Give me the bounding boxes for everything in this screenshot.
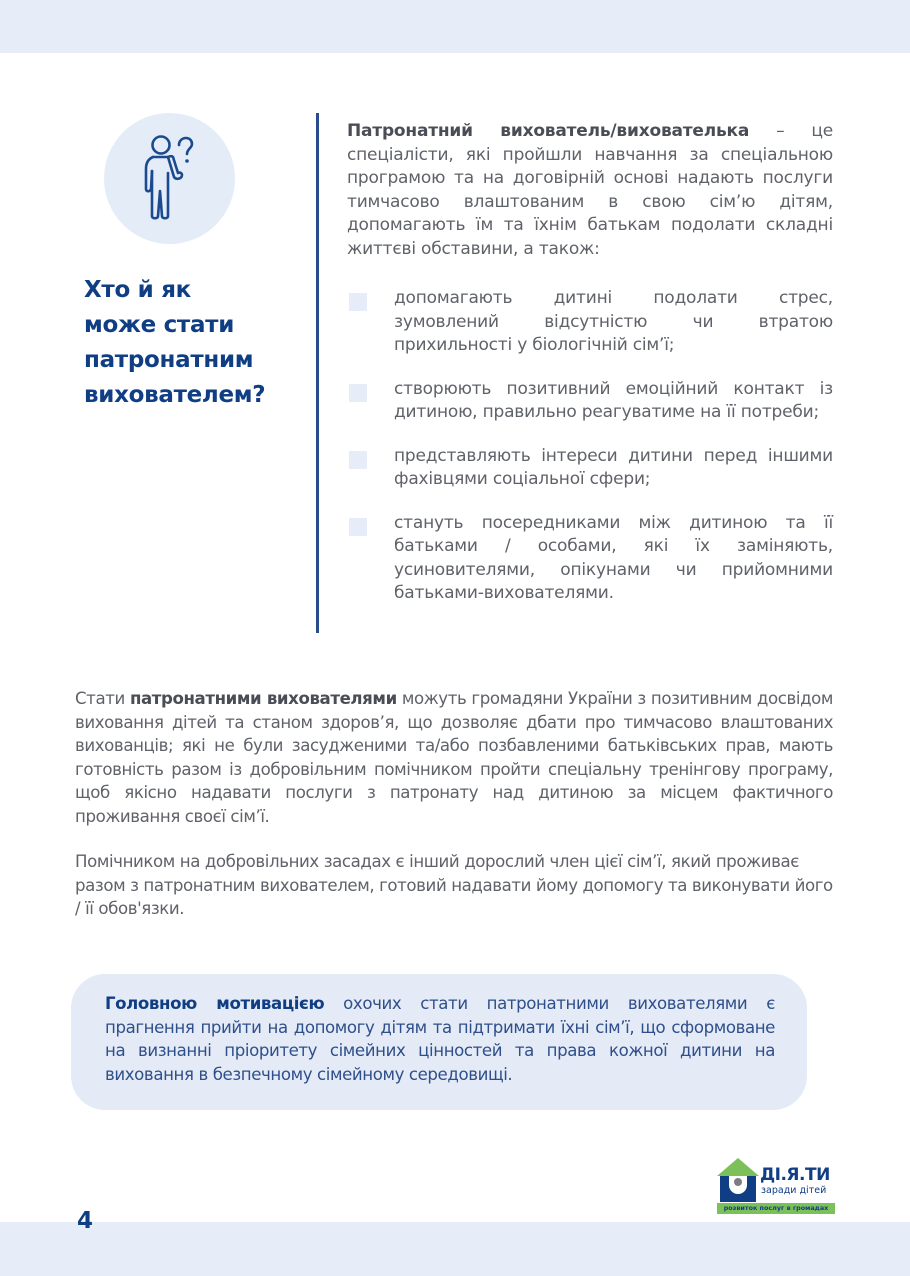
intro-paragraph: [347, 120, 833, 261]
list-item-text: представляють інтереси дитини перед іншими фахівцями соціальної сфери;: [394, 445, 833, 489]
logo-house-icon: [720, 1176, 756, 1202]
heading-line: патронатним: [84, 347, 254, 373]
page-number: 4: [77, 1208, 94, 1234]
heading-line: Хто й як: [84, 277, 191, 303]
list-item: [347, 287, 833, 358]
list-item: [347, 445, 833, 492]
header-band: [0, 0, 910, 53]
diyaty-logo: [717, 1158, 837, 1214]
footer-band: [0, 1222, 910, 1276]
callout-body: охочих стати патронатними вихователями є прагнення прийти на допомогу дітям та підтримати їхні сім’ї, що сформоване на визнанні пріоритету сімейних цінностей та права кожної дитини на виховання в безпечному сімейному середовищі.: [105, 994, 775, 1084]
list-item: [347, 512, 833, 606]
duties-list: [347, 287, 833, 626]
icon-badge: [104, 113, 235, 244]
square-bullet-icon: [349, 451, 367, 469]
section-heading: [84, 273, 304, 413]
square-bullet-icon: [349, 384, 367, 402]
list-item-text: створюють позитивний емоційний контакт із дитиною, правильно реагуватиме на її потреби;: [394, 378, 833, 422]
list-item-text: стануть посередниками між дитиною та її батьками / особами, які їх заміняють, усиновителями, опікунами чи прийомними батьками-вихователями.: [394, 512, 833, 603]
list-item: [347, 378, 833, 425]
eligibility-paragraph: [75, 687, 833, 828]
motivation-callout: [71, 974, 807, 1110]
assistant-paragraph: Помічником на добровільних засадах є інший дорослий член цієї сім’ї, який проживає разом з патронатним вихователем, готовий надавати йому допомогу та виконувати його / її обов'язки.: [75, 852, 833, 918]
list-item-text: допомагають дитині подолати стрес, зумовлений відсутністю чи втратою прихильності у біологічній сім’ї;: [394, 288, 833, 355]
intro-text: – це спеціалісти, які пройшли навчання за спеціальною програмою та на договірній основі надають послуги тимчасово влаштованим в свою сім’ю дітям, допомагають їм та їхнім батькам подолати складні життєві обставини, а також:: [347, 121, 833, 259]
logo-roof-icon: [717, 1158, 759, 1176]
logo-pupil-icon: [734, 1178, 742, 1186]
logo-tagline: розвиток послуг в громадах: [717, 1203, 835, 1214]
paragraph-emphasis: патронатними вихователями: [129, 689, 397, 708]
intro-term: Патронатний вихователь/вихователька: [347, 121, 750, 141]
logo-subtitle: заради дітей: [761, 1185, 827, 1196]
heading-line: може стати: [84, 312, 235, 338]
paragraph-text: можуть громадяни України з позитивним досвідом виховання дітей та станом здоров’я, що дозволяє дбати про тимчасово влаштованих вихованців; які не були засудженими та/або позбавленими батьківських прав, мають готовність разом із добровільним помічником пройти спеціальну тренінгову програму, щоб якісно надавати послуги з патронату над дитиною за місцем фактичного проживання своєї сім’ї.: [75, 689, 834, 826]
square-bullet-icon: [349, 518, 367, 536]
callout-text: [105, 992, 775, 1086]
heading-line: вихователем?: [84, 382, 266, 408]
paragraph-prefix: Стати: [75, 689, 130, 708]
person-question-icon: [104, 113, 235, 244]
vertical-divider: [316, 113, 319, 633]
logo-title: ДІ.Я.ТИ: [760, 1165, 830, 1185]
square-bullet-icon: [349, 293, 367, 311]
callout-emphasis: Головною мотивацією: [105, 994, 325, 1013]
